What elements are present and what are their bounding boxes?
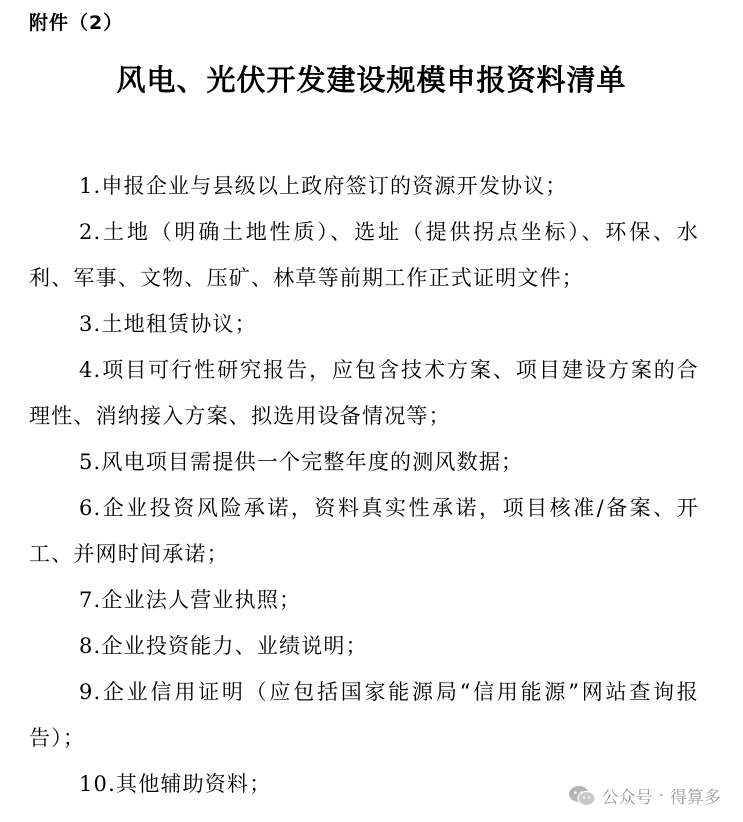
list-item: 5.风电项目需提供一个完整年度的测风数据；: [79, 450, 524, 474]
watermark: [568, 783, 721, 808]
list-item: 10.其他辅助资料；: [79, 772, 272, 796]
watermark-separator: ·: [658, 785, 664, 806]
list-item: 8.企业投资能力、业绩说明；: [79, 634, 368, 658]
list-item: 3.土地租赁协议；: [79, 312, 257, 336]
requirements-list: [29, 163, 699, 807]
list-item: 2.土地（明确土地性质）、选址（提供拐点坐标）、环保、水利、军事、文物、压矿、林草等前期工作正式证明文件；: [29, 220, 699, 290]
list-item: 4.项目可行性研究报告，应包含技术方案、项目建设方案的合理性、消纳接入方案、拟选用设备情况等；: [29, 358, 699, 428]
list-item: 7.企业法人营业执照；: [79, 588, 302, 612]
watermark-account: 得算多: [670, 788, 721, 808]
list-item: 1.申报企业与县级以上政府签订的资源开发协议；: [79, 174, 568, 198]
page-title: 风电、光伏开发建设规模申报资料清单: [116, 63, 627, 97]
attachment-label: 附件（2）: [29, 12, 124, 34]
wechat-icon: [568, 785, 596, 807]
list-item: 6.企业投资风险承诺，资料真实性承诺，项目核准/备案、开工、并网时间承诺；: [29, 496, 699, 566]
watermark-platform: 公众号: [601, 788, 653, 808]
list-item: 9.企业信用证明（应包括国家能源局“信用能源”网站查询报告）；: [29, 680, 699, 750]
